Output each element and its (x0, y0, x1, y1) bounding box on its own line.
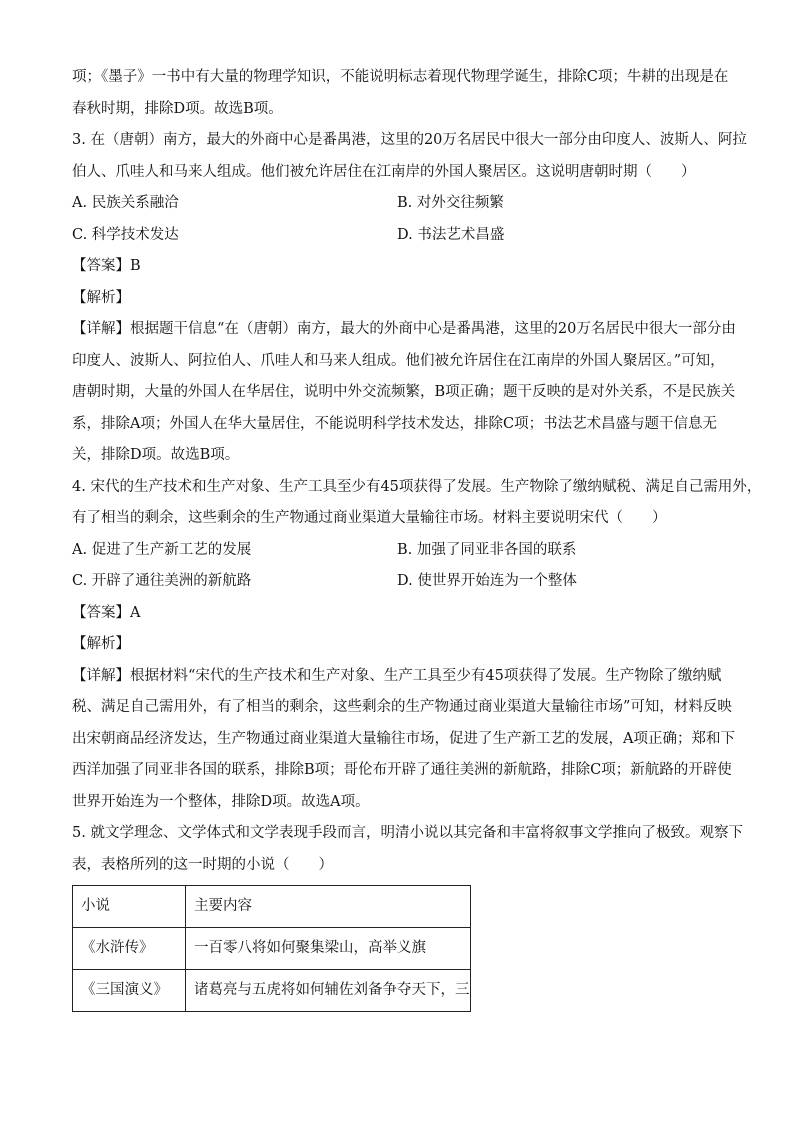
analysis-heading: 【解析】 (72, 289, 130, 306)
table-cell: 一百零八将如何聚集梁山，高举义旗 (186, 928, 471, 970)
detail-line: 【详解】根据材料“宋代的生产技术和生产对象、生产工具至少有45项获得了发展。生产物除了缴纳赋 (72, 667, 722, 684)
question-stem-line: 5. 就文学理念、文学体式和文学表现手段而言，明清小说以其完备和丰富将叙事文学推向了极致。观察下 (72, 825, 743, 841)
detail-line: 系，排除A项；外国人在华大量居住，不能说明科学技术发达，排除C项；书法艺术昌盛与题干信息无 (72, 415, 718, 432)
options-grid (72, 188, 722, 251)
table-cell: 诸葛亮与五虎将如何辅佐刘备争夺天下，三 (186, 970, 471, 1012)
detail-line: 印度人、波斯人、阿拉伯人、爪哇人和马来人组成。他们被允许居住在江南岸的外国人聚居区。”可知， (72, 352, 725, 369)
option-b: B. 加强了同亚非各国的联系 (397, 541, 577, 558)
detail-line: 关，排除D项。故选B项。 (72, 447, 240, 463)
detail-line: 世界开始连为一个整体，排除D项。故选A项。 (72, 793, 370, 810)
question-stem-line: 有了相当的剩余，这些剩余的生产物通过商业渠道大量输往市场。材料主要说明宋代（ ） (72, 510, 667, 526)
question-stem-line: 表，表格所列的这一时期的小说（ ） (72, 856, 333, 873)
text-line: 春秋时期，排除D项。故选B项。 (72, 100, 283, 117)
question-stem-line: 3. 在（唐朝）南方，最大的外商中心是番禺港，这里的20万名居民中很大一部分由印度人、波斯人、阿拉 (72, 132, 747, 148)
detail-line: 税、满足自己需用外，有了相当的剩余，这些剩余的生产物通过商业渠道大量输往市场”可知，材料反映 (72, 699, 732, 715)
question-5 (72, 818, 743, 1012)
detail-line: 唐朝时期，大量的外国人在华居住，说明中外交流频繁，B项正确；题干反映的是对外关系，不是民族关 (72, 384, 736, 400)
detail-line: 【详解】根据题干信息“在（唐朝）南方，最大的外商中心是番禺港，这里的20万名居民中很大一部分由 (72, 321, 736, 337)
table-cell: 《水浒传》 (73, 928, 186, 970)
text-line: 项；《墨子》一书中有大量的物理学知识，不能说明标志着现代物理学诞生，排除C项；牛耕的出现是在 (72, 69, 729, 85)
table-header-cell: 小说 (73, 886, 186, 928)
document-page (72, 62, 762, 1012)
table-row (73, 970, 471, 1012)
options-grid (72, 535, 722, 598)
option-d: D. 书法艺术昌盛 (397, 226, 505, 243)
question-stem-line: 伯人、爪哇人和马来人组成。他们被允许居住在江南岸的外国人聚居区。这说明唐朝时期（ ） (72, 163, 696, 180)
question-4 (72, 472, 762, 819)
question-3 (72, 125, 747, 472)
table-header-cell: 主要内容 (186, 886, 471, 928)
prev-answer-tail (72, 62, 729, 125)
table-cell: 《三国演义》 (73, 970, 186, 1012)
option-c: C. 科学技术发达 (72, 226, 179, 243)
question-stem-line: 4. 宋代的生产技术和生产对象、生产工具至少有45项获得了发展。生产物除了缴纳赋税、满足自己需用外， (72, 478, 762, 495)
option-d: D. 使世界开始连为一个整体 (397, 573, 577, 589)
novels-table (72, 885, 471, 1012)
analysis-heading: 【解析】 (72, 636, 130, 652)
answer-line: 【答案】B (72, 258, 141, 274)
detail-line: 西洋加强了同亚非各国的联系，排除B项；哥伦布开辟了通往美洲的新航路，排除C项；新航路的开辟使 (72, 762, 732, 778)
answer-line: 【答案】A (72, 604, 141, 621)
option-c: C. 开辟了通往美洲的新航路 (72, 573, 252, 589)
option-b: B. 对外交往频繁 (397, 195, 504, 211)
table-row (73, 928, 471, 970)
table-header-row (73, 886, 471, 928)
option-a: A. 促进了生产新工艺的发展 (72, 541, 252, 558)
detail-line: 出宋朝商品经济发达，生产物通过商业渠道大量输往市场，促进了生产新工艺的发展，A项正确；郑和下 (72, 730, 735, 747)
option-a: A. 民族关系融洽 (72, 195, 179, 211)
